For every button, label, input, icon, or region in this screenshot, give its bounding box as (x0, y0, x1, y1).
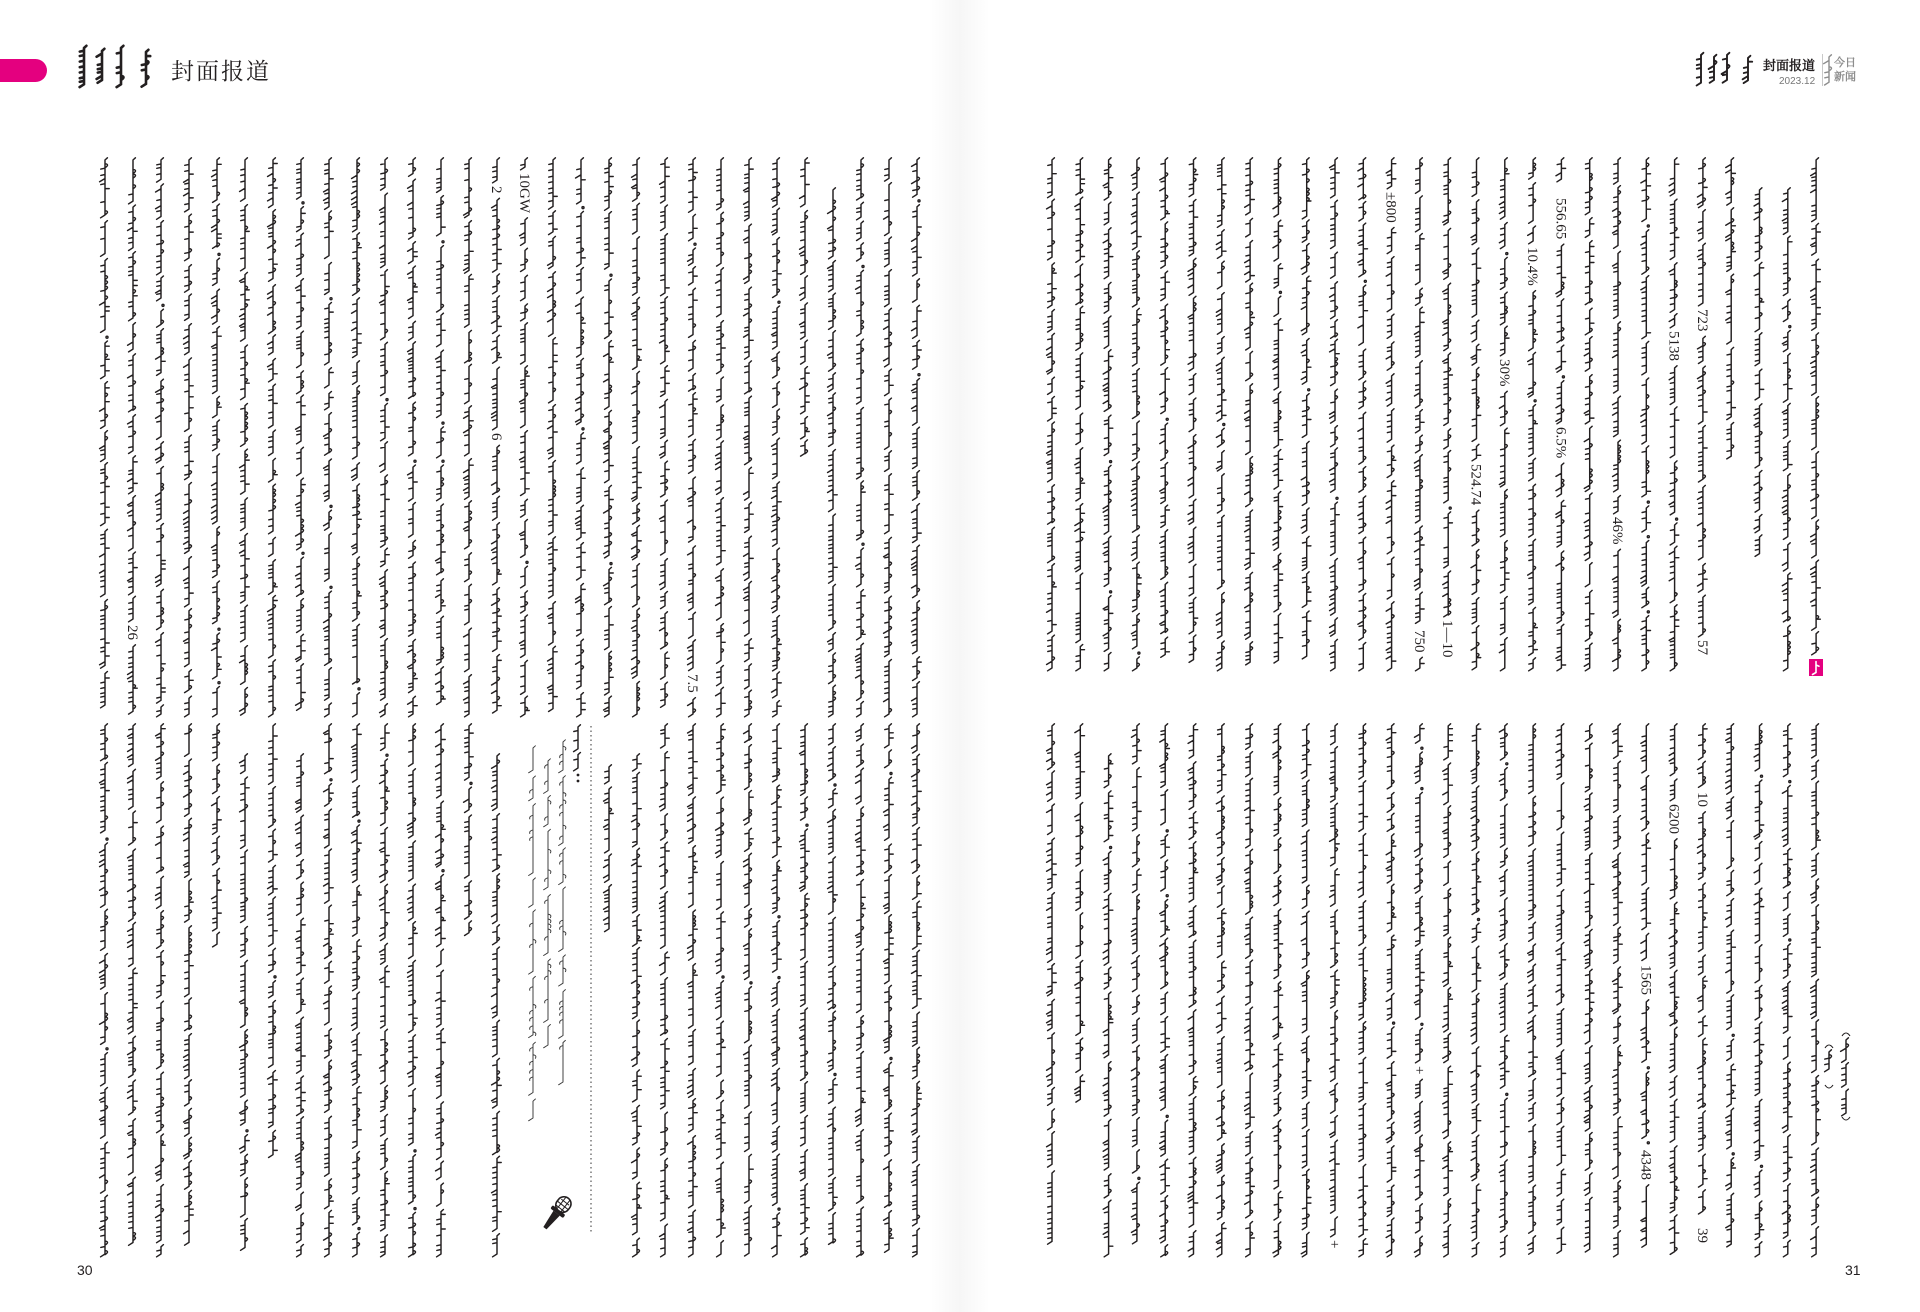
text-column (912, 724, 922, 1257)
text-column (240, 754, 250, 1251)
text-column (1499, 158, 1509, 671)
text-column (1075, 724, 1085, 1102)
text-column (1132, 158, 1142, 671)
text-column (464, 724, 474, 936)
sidebar-text-column (529, 746, 536, 1121)
microphone-icon (539, 1193, 575, 1233)
logo-stroke (80, 46, 87, 87)
text-column (1415, 724, 1425, 1257)
text-column (912, 158, 922, 717)
text-column (240, 158, 250, 715)
text-column (1075, 158, 1085, 671)
text-column (1330, 724, 1340, 1237)
text-column (408, 158, 418, 717)
text-column (660, 724, 670, 1257)
text-column (1103, 158, 1113, 671)
logo-stroke (1697, 53, 1704, 86)
text-column (772, 724, 782, 1257)
text-column (1754, 724, 1764, 1257)
inline-number: 5138 (1665, 331, 1682, 361)
text-column (1358, 724, 1368, 1257)
page-number: 31 (1845, 1262, 1861, 1278)
inline-number: 7.5 (684, 674, 700, 693)
interview-sidebar (529, 725, 581, 1121)
inline-number: 4348 (1637, 1150, 1654, 1180)
text-column (828, 724, 838, 1245)
inline-number: 2 (488, 186, 504, 194)
text-column (1613, 724, 1623, 1257)
text-block (100, 158, 922, 717)
page-number: 30 (77, 1262, 93, 1278)
text-column (1443, 158, 1453, 617)
publication-logo-text: 今日 (1834, 56, 1856, 69)
text-column (1103, 754, 1113, 1257)
text-column (1047, 158, 1057, 671)
text-column (324, 158, 334, 717)
text-column (100, 158, 110, 708)
text-column (184, 724, 194, 1245)
text-column (352, 158, 362, 717)
logo-stroke (1709, 55, 1717, 83)
text-column (604, 765, 614, 932)
text-column (1811, 724, 1821, 1257)
inline-number: 26 (124, 625, 140, 640)
text-column (1273, 724, 1283, 1257)
text-column (1782, 724, 1792, 1257)
text-column (1132, 724, 1142, 1244)
byline (1825, 1033, 1850, 1120)
inline-number: 750 (1410, 630, 1427, 653)
inline-number: 6.5% (1552, 427, 1569, 459)
text-column (1273, 158, 1283, 663)
text-column (1216, 158, 1226, 671)
end-mark (1809, 659, 1823, 676)
inline-number: 39 (1693, 1228, 1710, 1243)
text-block (1047, 158, 1821, 671)
text-column (1386, 724, 1396, 1257)
text-column (1669, 158, 1679, 671)
text-column (1528, 724, 1538, 1254)
text-column (156, 158, 166, 717)
text-column (156, 724, 166, 1257)
byline-column (1841, 1038, 1849, 1116)
text-column (632, 158, 642, 717)
publication-logo-text: 新闻 (1834, 70, 1856, 83)
text-column (1471, 158, 1481, 670)
inline-number: 6200 (1665, 804, 1682, 834)
text-column (1188, 158, 1198, 663)
section-title: 封面报道 (1763, 59, 1816, 74)
inline-number: 1—10 (1439, 620, 1456, 658)
text-column (436, 158, 446, 705)
inline-number: 723 (1693, 309, 1710, 332)
inline-number: ±800 (1382, 192, 1399, 223)
issue-date: 2023.12 (1779, 76, 1816, 87)
sidebar-text-column (544, 759, 551, 1048)
inline-number: 57 (1693, 640, 1710, 655)
text-column (800, 724, 810, 1257)
text-column (856, 724, 866, 1257)
text-column (688, 158, 698, 717)
text-column (632, 754, 642, 1257)
text-column (1782, 188, 1792, 671)
inline-number: 46% (1609, 517, 1625, 545)
text-column (1726, 158, 1736, 459)
text-column (1613, 158, 1621, 671)
text-column (1160, 158, 1170, 658)
text-column (296, 158, 306, 711)
section-title: 封面报道 (171, 59, 271, 85)
text-column (1188, 724, 1198, 1257)
text-column (1443, 724, 1453, 1257)
logo-stroke (1722, 53, 1730, 83)
inline-number: 524.74 (1467, 464, 1484, 506)
text-column (856, 158, 866, 717)
inline-number: 30% (1495, 359, 1512, 387)
text-column (1301, 158, 1311, 659)
text-column (268, 724, 278, 1158)
text-column (184, 158, 194, 717)
text-column (212, 724, 222, 947)
text-column (1471, 724, 1481, 1257)
text-column (464, 158, 474, 717)
mongolian-logo (1697, 53, 1753, 86)
text-block (604, 724, 922, 1257)
inline-number: 6 (488, 433, 504, 441)
text-column (1811, 158, 1821, 655)
text-block (100, 724, 502, 1257)
text-column (1584, 724, 1594, 1252)
text-column (1386, 158, 1396, 671)
text-column (1415, 158, 1425, 671)
text-column (380, 724, 390, 1257)
text-column (212, 158, 222, 717)
text-column (688, 724, 698, 1257)
inline-number: 556.65 (1552, 198, 1569, 240)
text-column (296, 754, 306, 1257)
text-column (492, 754, 502, 1257)
text-column (576, 158, 586, 717)
text-column (828, 188, 838, 717)
sidebar-heading (574, 725, 581, 771)
logo-stroke (1743, 56, 1753, 83)
text-column (1499, 724, 1509, 1257)
text-column (520, 158, 530, 717)
text-column (268, 158, 278, 717)
text-column (1245, 158, 1255, 665)
logo-stroke (117, 46, 124, 87)
byline-column (1825, 1050, 1832, 1072)
logo-stroke (97, 49, 105, 83)
inline-number: 10GW (516, 173, 532, 213)
text-column (408, 724, 418, 1257)
text-column (1754, 188, 1764, 557)
text-column (884, 724, 894, 1253)
text-column (548, 158, 558, 712)
inline-number: 10.4% (1524, 247, 1541, 286)
text-column (380, 158, 390, 717)
logo-stroke (142, 50, 151, 87)
text-column (1216, 724, 1226, 1257)
text-column (1726, 724, 1736, 1247)
text-column (128, 724, 138, 1246)
logo-stroke (1824, 55, 1832, 85)
text-column (1698, 158, 1708, 637)
inline-number: + (1410, 1066, 1427, 1075)
text-column (1301, 724, 1311, 1257)
inline-number: 1565 (1637, 965, 1654, 995)
text-column (1245, 724, 1255, 1257)
text-column (1358, 158, 1368, 671)
text-column (352, 724, 362, 1257)
text-column (1330, 158, 1340, 671)
text-column (800, 158, 810, 456)
text-column (1047, 724, 1057, 1244)
sidebar-text-column (559, 740, 566, 1085)
text-column (1584, 158, 1594, 671)
text-column (744, 158, 754, 717)
text-column (716, 724, 726, 1257)
text-column (716, 158, 726, 717)
publication-logo-mark (1824, 55, 1832, 85)
text-column (324, 724, 334, 1257)
inline-number: 10 (1693, 792, 1710, 807)
text-column (660, 158, 670, 708)
text-column (436, 724, 446, 1257)
text-column (884, 158, 894, 717)
text-column (1556, 724, 1566, 1254)
text-column (772, 158, 782, 717)
text-column (1160, 724, 1170, 1257)
mongolian-logo (80, 46, 151, 87)
text-column (100, 724, 110, 1257)
inline-number: + (1326, 1240, 1342, 1249)
text-column (604, 158, 614, 717)
text-column (744, 724, 754, 1256)
body-text (100, 158, 1821, 1257)
text-column (1528, 158, 1538, 671)
text-column (1641, 158, 1651, 671)
